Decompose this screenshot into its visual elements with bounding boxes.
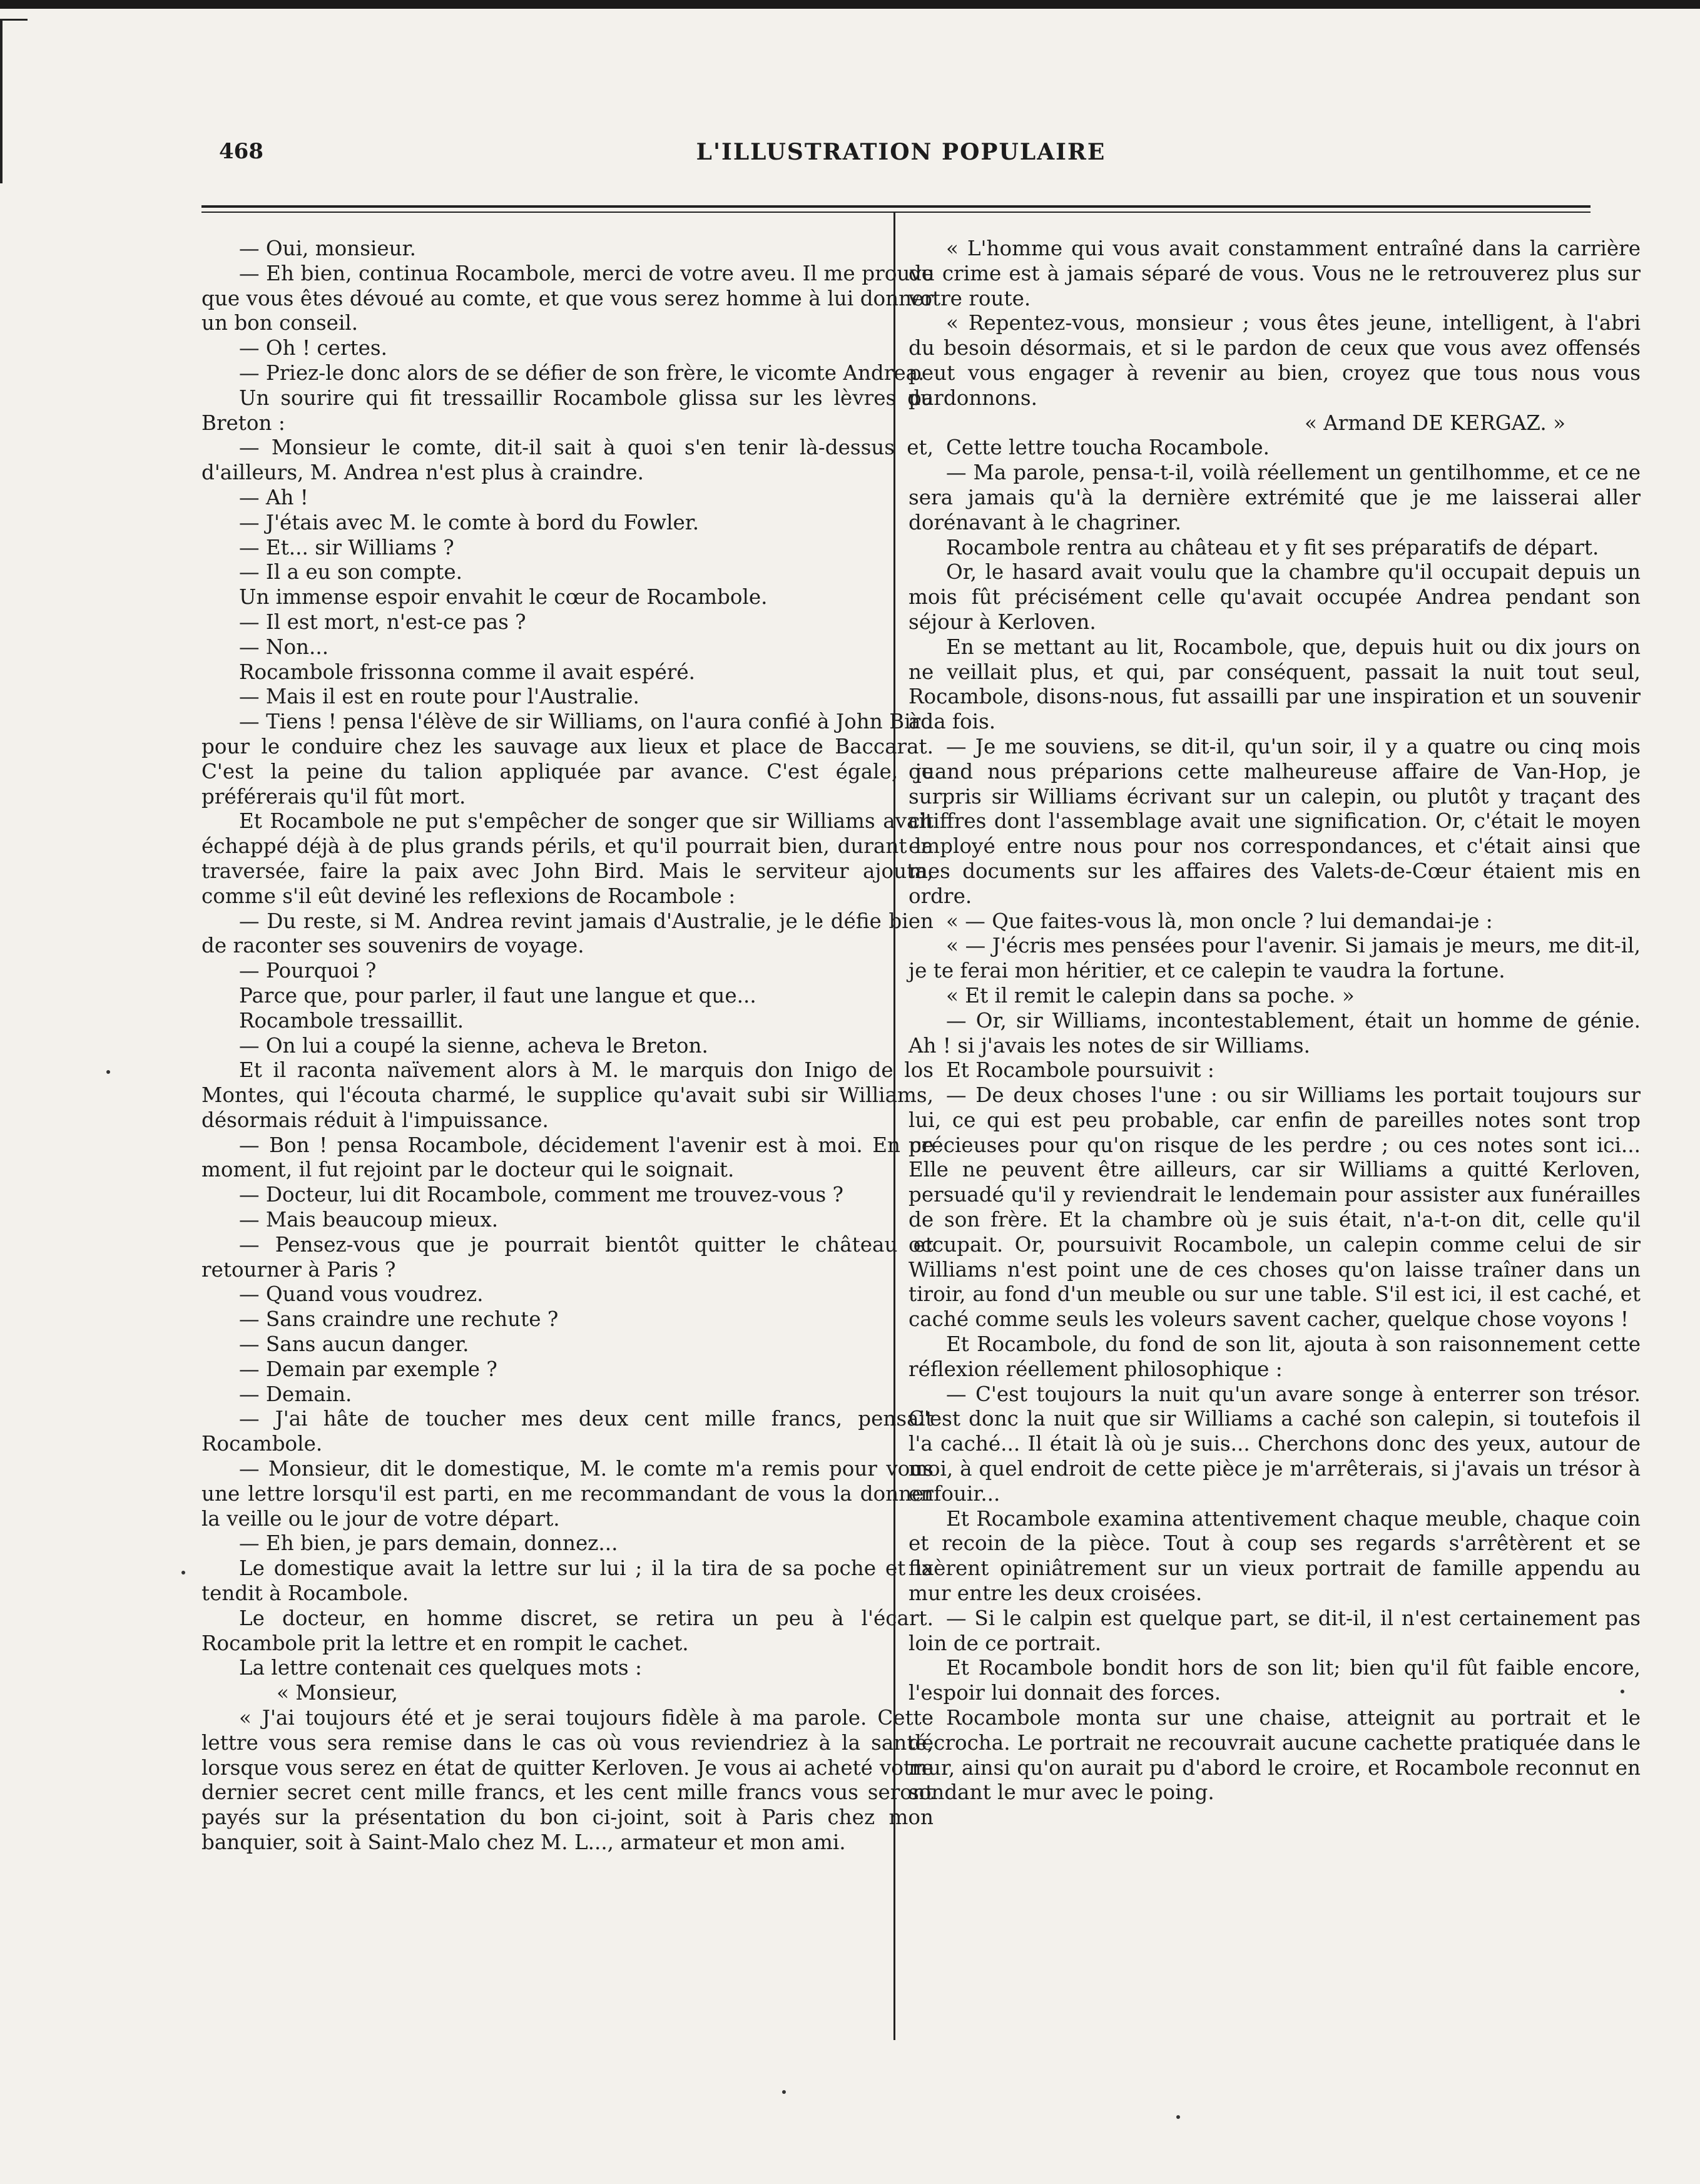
paragraph: — Docteur, lui dit Rocambole, comment me trouvez-vous ? <box>239 1183 843 1207</box>
right-column <box>909 237 1641 1805</box>
paragraph: Rocambole frissonna comme il avait espéré. <box>239 660 695 684</box>
letter-paragraph: « Repentez-vous, monsieur ; vous êtes jeune, intelligent, à l'abri du besoin désormais, et si le pardon de ceux que vous avez offensés peut vous engager à revenir au bien, croyez que tous nous vous pardonnons. <box>909 311 1641 410</box>
paragraph: En se mettant au lit, Rocambole, que, depuis huit ou dix jours on ne veillait plus, et qui, par conséquent, passait la nuit tout seul, Rocambole, disons-nous, fut assailli par une inspiration et un souvenir à la fois. <box>909 635 1641 734</box>
paragraph: Le docteur, en homme discret, se retira un peu à l'écart. Rocambole prit la lettre et en rompit le cachet. <box>201 1606 934 1655</box>
paragraph: — Ah ! <box>239 485 308 509</box>
paragraph: — Sans aucun danger. <box>239 1332 469 1357</box>
paragraph: — Et... sir Williams ? <box>239 535 454 559</box>
paragraph: Rocambole tressaillit. <box>239 1008 464 1033</box>
scan-speck <box>1621 1690 1624 1693</box>
paragraph: — Pensez-vous que je pourrait bientôt quitter le château et retourner à Paris ? <box>201 1232 934 1282</box>
paragraph: — Sans craindre une rechute ? <box>239 1307 559 1332</box>
paragraph: — Il a eu son compte. <box>239 560 462 584</box>
letter-paragraph: « J'ai toujours été et je serai toujours fidèle à ma parole. Cette lettre vous sera remise dans le cas où vous reviendriez à la santé, lorsque vous serez en état de quitter Kerloven. Je vous ai acheté votre dernier secret cent mille francs, et les cent mille francs vous seront payés sur la présentation du bon ci-joint, soit à Paris chez mon banquier, soit à Saint-Malo chez M. L..., armateur et mon ami. <box>201 1706 934 1854</box>
paragraph: — Oh ! certes. <box>239 336 387 360</box>
paragraph: — Bon ! pensa Rocambole, décidement l'avenir est à moi. En ce moment, il fut rejoint par le docteur qui le soignait. <box>201 1133 934 1182</box>
paragraph: — Eh bien, continua Rocambole, merci de votre aveu. Il me prouve que vous êtes dévoué au comte, et que vous serez homme à lui donner un bon conseil. <box>201 261 934 335</box>
paragraph: — Priez-le donc alors de se défier de son frère, le vicomte Andrea. <box>239 360 925 385</box>
paragraph: — Eh bien, je pars demain, donnez... <box>239 1531 618 1556</box>
paragraph: — J'étais avec M. le comte à bord du Fowler. <box>239 510 700 534</box>
page-header <box>219 139 1583 170</box>
page-number: 468 <box>219 139 263 164</box>
paragraph: — Je me souviens, se dit-il, qu'un soir, il y a quatre ou cinq mois quand nous préparions cette malheureuse affaire de Van-Hop, je surpris sir Williams écrivant sur un calepin, ou plutôt y traçant des chiffres dont l'assemblage avait une signification. Or, c'était le moyen employé entre nous pour nos correspondances, et c'était ainsi que mes documents sur les affaires des Valets-de-Cœur étaient mis en ordre. <box>909 734 1641 908</box>
paragraph: « Et il remit le calepin dans sa poche. » <box>946 983 1355 1008</box>
paragraph: — Mais il est en route pour l'Australie. <box>239 685 639 709</box>
left-column <box>201 237 934 1855</box>
scan-speck <box>1176 2115 1180 2119</box>
paragraph: Un sourire qui fit tressaillir Rocambole glissa sur les lèvres du Breton : <box>201 385 934 435</box>
scan-speck <box>181 1571 185 1574</box>
paragraph: La lettre contenait ces quelques mots : <box>239 1656 642 1680</box>
paragraph: — Du reste, si M. Andrea revint jamais d'Australie, je le défie bien de raconter ses souvenirs de voyage. <box>201 909 934 958</box>
scan-speck <box>106 1070 110 1074</box>
paragraph: — Tiens ! pensa l'élève de sir Williams, on l'aura confié à John Bird pour le conduire chez les sauvage aux lieux et place de Baccarat. C'est la peine du talion appliquée par avance. C'est égale, je préférerais qu'il fût mort. <box>201 710 934 809</box>
header-rule-thin <box>201 212 1591 213</box>
paragraph: — On lui a coupé la sienne, acheva le Breton. <box>239 1033 708 1058</box>
paragraph: — Monsieur le comte, dit-il sait à quoi s'en tenir là-dessus et, d'ailleurs, M. Andrea n'est plus à craindre. <box>201 436 934 485</box>
paragraph: — Si le calpin est quelque part, se dit-il, il n'est certainement pas loin de ce portrait. <box>909 1606 1641 1655</box>
paragraph: Rocambole rentra au château et y fit ses préparatifs de départ. <box>946 535 1599 559</box>
paragraph: — C'est toujours la nuit qu'un avare songe à enterrer son trésor. C'est donc la nuit que sir Williams a caché son calepin, si toutefois il l'a caché... Il était là où je suis... Cherchons donc des yeux, autour de moi, à quel endroit de cette pièce je m'arrêterais, si j'avais un trésor à enfouir... <box>909 1382 1641 1506</box>
scan-top-edge <box>0 0 1700 9</box>
paragraph: — De deux choses l'une : ou sir Williams les portait toujours sur lui, ce qui est peu probable, car enfin de pareilles notes sont trop précieuses pour qu'on risque de les perdre ; ou ces notes sont ici... Elle ne peuvent être ailleurs, car sir Williams a quitté Kerloven, persuadé qu'il y reviendrait le lendemain pour assister aux funérailles de son frère. Et la chambre où je suis était, n'a-t-on dit, celle qu'il occupait. Or, poursuivit Rocambole, un calepin comme celui de sir Williams n'est point une de ces choses qu'on laisse traîner dans un tiroir, au fond d'un meuble ou sur une table. S'il est ici, il est caché, et caché comme seuls les voleurs savent cacher, quelque chose voyons ! <box>909 1083 1641 1332</box>
paragraph: « — J'écris mes pensées pour l'avenir. Si jamais je meurs, me dit-il, je te ferai mon héritier, et ce calepin te vaudra la fortune. <box>909 934 1641 983</box>
paragraph: Et Rocambole examina attentivement chaque meuble, chaque coin et recoin de la pièce. Tout à coup ses regards s'arrêtèrent et se fixèrent opiniâtrement sur un vieux portrait de famille appendu au mur entre les deux croisées. <box>909 1506 1641 1606</box>
paragraph: Parce que, pour parler, il faut une langue et que... <box>239 983 756 1008</box>
paragraph: Un immense espoir envahit le cœur de Rocambole. <box>239 585 768 610</box>
scan-left-edge <box>0 19 28 183</box>
paragraph: Or, le hasard avait voulu que la chambre qu'il occupait depuis un mois fût précisément celle qu'avait occupée Andrea pendant son séjour à Kerloven. <box>909 560 1641 634</box>
paragraph: — Demain. <box>239 1382 352 1406</box>
scan-speck <box>782 2090 786 2094</box>
paragraph: — Or, sir Williams, incontestablement, était un homme de génie. Ah ! si j'avais les notes de sir Williams. <box>909 1008 1641 1058</box>
paragraph: — Pourquoi ? <box>239 959 377 983</box>
paragraph: — Il est mort, n'est-ce pas ? <box>239 610 526 634</box>
paragraph: Et Rocambole bondit hors de son lit; bien qu'il fût faible encore, l'espoir lui donnait des forces. <box>909 1656 1641 1705</box>
paragraph: « — Que faites-vous là, mon oncle ? lui demandai-je : <box>946 909 1493 933</box>
paragraph: Et Rocambole ne put s'empêcher de songer que sir Williams avait échappé déjà à de plus grands périls, et qu'il pourrait bien, durant la traversée, faire la paix avec John Bird. Mais le serviteur ajouta, comme s'il eût deviné les reflexions de Rocambole : <box>201 809 934 908</box>
paragraph: — Ma parole, pensa-t-il, voilà réellement un gentilhomme, et ce ne sera jamais qu'à la dernière extrémité que je me laisserai aller dorénavant à le chagriner. <box>909 461 1641 534</box>
paragraph: Cette lettre toucha Rocambole. <box>946 436 1270 460</box>
letter-salutation: « Monsieur, <box>277 1681 398 1705</box>
paragraph: Et il raconta naïvement alors à M. le marquis don Inigo de los Montes, qui l'écouta charmé, le supplice qu'avait subi sir Williams, désormais réduit à l'impuissance. <box>201 1058 934 1132</box>
paragraph: — Demain par exemple ? <box>239 1357 497 1381</box>
header-rule-thick <box>201 205 1591 208</box>
paragraph: — Quand vous voudrez. <box>239 1282 484 1307</box>
paragraph: — Non... <box>239 635 329 659</box>
running-head: L'ILLUSTRATION POPULAIRE <box>696 139 1106 165</box>
paragraph: — Oui, monsieur. <box>239 237 416 260</box>
paragraph: Rocambole monta sur une chaise, atteignit au portrait et le décrocha. Le portrait ne recouvrait aucune cachette pratiquée dans le mur, ainsi qu'on aurait pu d'abord le croire, et Rocambole reconnut en sondant le mur avec le poing. <box>909 1706 1641 1805</box>
paragraph: Le domestique avait la lettre sur lui ; il la tira de sa poche et la tendit à Rocambole. <box>201 1556 934 1606</box>
paragraph: — Mais beaucoup mieux. <box>239 1208 499 1232</box>
letter-paragraph: « L'homme qui vous avait constamment entraîné dans la carrière du crime est à jamais séparé de vous. Vous ne le retrouverez plus sur votre route. <box>909 237 1641 310</box>
paragraph: Et Rocambole, du fond de son lit, ajouta à son raisonnement cette réflexion réellement philosophique : <box>909 1332 1641 1381</box>
paragraph: — Monsieur, dit le domestique, M. le comte m'a remis pour vous une lettre lorsqu'il est parti, en me recommandant de vous la donner la veille ou le jour de votre départ. <box>201 1457 934 1531</box>
letter-signature: « Armand DE KERGAZ. » <box>1304 411 1565 435</box>
paragraph: Et Rocambole poursuivit : <box>946 1058 1214 1083</box>
paragraph: — J'ai hâte de toucher mes deux cent mille francs, pensait Rocambole. <box>201 1407 934 1456</box>
